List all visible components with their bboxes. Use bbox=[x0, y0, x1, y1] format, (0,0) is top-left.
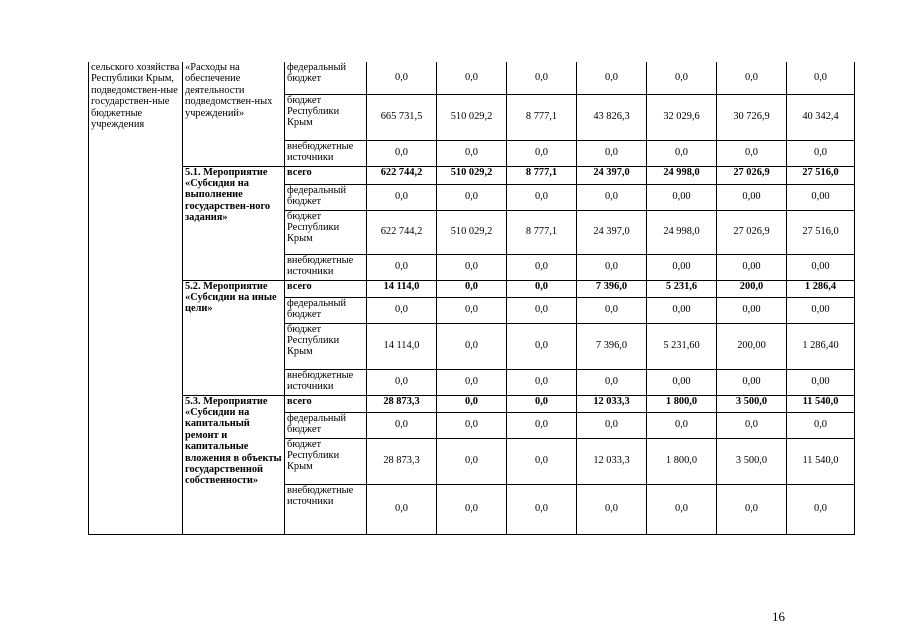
amount-cell: 0,00 bbox=[717, 297, 787, 323]
funding-source-cell: федеральный бюджет bbox=[285, 297, 367, 323]
table-row bbox=[89, 166, 855, 184]
amount-cell: 0,0 bbox=[787, 412, 855, 438]
activity-name-cell: 5.1. Мероприятие «Субсидия на выполнение государствен-ного задания» bbox=[183, 166, 285, 280]
amount-cell: 0,0 bbox=[507, 369, 577, 395]
table-row bbox=[89, 395, 855, 412]
amount-cell: 0,0 bbox=[507, 323, 577, 369]
amount-cell: 0,0 bbox=[437, 323, 507, 369]
amount-cell: 0,0 bbox=[437, 140, 507, 166]
amount-cell: 510 029,2 bbox=[437, 210, 507, 254]
amount-cell: 0,00 bbox=[787, 184, 855, 210]
amount-cell: 32 029,6 bbox=[647, 94, 717, 140]
activity-name-cell: 5.3. Мероприятие «Субсидии на капитальный ремонт и капитальные вложения в объекты государственной собственности» bbox=[183, 395, 285, 534]
amount-cell: 14 114,0 bbox=[367, 280, 437, 297]
funding-source-cell: бюджет Республики Крым bbox=[285, 323, 367, 369]
amount-cell: 665 731,5 bbox=[367, 94, 437, 140]
amount-cell: 0,0 bbox=[507, 140, 577, 166]
amount-cell: 5 231,6 bbox=[647, 280, 717, 297]
amount-cell: 0,0 bbox=[437, 438, 507, 484]
amount-cell: 0,00 bbox=[787, 369, 855, 395]
funding-source-cell: всего bbox=[285, 395, 367, 412]
activity-name-cell: 5.2. Мероприятие «Субсидии на иные цели» bbox=[183, 280, 285, 395]
amount-cell: 0,0 bbox=[437, 184, 507, 210]
amount-cell: 28 873,3 bbox=[367, 438, 437, 484]
amount-cell: 0,0 bbox=[647, 62, 717, 94]
amount-cell: 27 516,0 bbox=[787, 166, 855, 184]
amount-cell: 0,0 bbox=[367, 484, 437, 534]
amount-cell: 0,00 bbox=[717, 254, 787, 280]
amount-cell: 27 026,9 bbox=[717, 166, 787, 184]
amount-cell: 0,0 bbox=[647, 484, 717, 534]
amount-cell: 0,0 bbox=[647, 140, 717, 166]
amount-cell: 0,00 bbox=[787, 297, 855, 323]
amount-cell: 1 286,4 bbox=[787, 280, 855, 297]
amount-cell: 5 231,60 bbox=[647, 323, 717, 369]
amount-cell: 0,0 bbox=[437, 484, 507, 534]
amount-cell: 8 777,1 bbox=[507, 210, 577, 254]
page-number: 16 bbox=[772, 609, 785, 624]
amount-cell: 3 500,0 bbox=[717, 395, 787, 412]
amount-cell: 7 396,0 bbox=[577, 280, 647, 297]
amount-cell: 622 744,2 bbox=[367, 166, 437, 184]
funding-source-cell: бюджет Республики Крым bbox=[285, 438, 367, 484]
amount-cell: 0,0 bbox=[577, 369, 647, 395]
funding-source-cell: внебюджетные источники bbox=[285, 484, 367, 534]
amount-cell: 12 033,3 bbox=[577, 438, 647, 484]
responsible-executor-cell: сельского хозяйства Республики Крым, подведомствен-ные государствен-ные бюджетные учреждения bbox=[89, 62, 183, 534]
amount-cell: 0,0 bbox=[577, 484, 647, 534]
funding-source-cell: федеральный бюджет bbox=[285, 412, 367, 438]
table-row bbox=[89, 280, 855, 297]
amount-cell: 0,0 bbox=[507, 412, 577, 438]
amount-cell: 0,0 bbox=[437, 297, 507, 323]
amount-cell: 7 396,0 bbox=[577, 323, 647, 369]
amount-cell: 0,0 bbox=[507, 395, 577, 412]
amount-cell: 0,0 bbox=[437, 280, 507, 297]
amount-cell: 1 286,40 bbox=[787, 323, 855, 369]
funding-source-cell: внебюджетные источники bbox=[285, 140, 367, 166]
amount-cell: 8 777,1 bbox=[507, 94, 577, 140]
amount-cell: 24 998,0 bbox=[647, 166, 717, 184]
amount-cell: 0,0 bbox=[717, 140, 787, 166]
amount-cell: 8 777,1 bbox=[507, 166, 577, 184]
funding-source-cell: всего bbox=[285, 280, 367, 297]
amount-cell: 28 873,3 bbox=[367, 395, 437, 412]
amount-cell: 24 397,0 bbox=[577, 210, 647, 254]
budget-table-body bbox=[89, 62, 855, 534]
amount-cell: 27 026,9 bbox=[717, 210, 787, 254]
amount-cell: 0,0 bbox=[367, 297, 437, 323]
amount-cell: 510 029,2 bbox=[437, 166, 507, 184]
table-row bbox=[89, 62, 855, 94]
amount-cell: 0,0 bbox=[507, 254, 577, 280]
amount-cell: 0,0 bbox=[647, 412, 717, 438]
amount-cell: 200,0 bbox=[717, 280, 787, 297]
amount-cell: 3 500,0 bbox=[717, 438, 787, 484]
amount-cell: 11 540,0 bbox=[787, 395, 855, 412]
amount-cell: 0,00 bbox=[717, 369, 787, 395]
amount-cell: 27 516,0 bbox=[787, 210, 855, 254]
amount-cell: 0,0 bbox=[367, 184, 437, 210]
amount-cell: 30 726,9 bbox=[717, 94, 787, 140]
amount-cell: 0,0 bbox=[437, 62, 507, 94]
amount-cell: 0,0 bbox=[717, 62, 787, 94]
amount-cell: 0,0 bbox=[717, 484, 787, 534]
budget-table bbox=[88, 62, 855, 535]
amount-cell: 510 029,2 bbox=[437, 94, 507, 140]
amount-cell: 0,0 bbox=[787, 140, 855, 166]
funding-source-cell: федеральный бюджет bbox=[285, 184, 367, 210]
funding-source-cell: всего bbox=[285, 166, 367, 184]
amount-cell: 43 826,3 bbox=[577, 94, 647, 140]
amount-cell: 0,0 bbox=[787, 62, 855, 94]
amount-cell: 0,0 bbox=[577, 140, 647, 166]
amount-cell: 200,00 bbox=[717, 323, 787, 369]
amount-cell: 0,0 bbox=[367, 62, 437, 94]
amount-cell: 0,0 bbox=[507, 484, 577, 534]
amount-cell: 0,0 bbox=[507, 62, 577, 94]
amount-cell: 0,0 bbox=[577, 297, 647, 323]
amount-cell: 0,0 bbox=[507, 280, 577, 297]
amount-cell: 0,00 bbox=[647, 297, 717, 323]
amount-cell: 0,0 bbox=[577, 184, 647, 210]
amount-cell: 0,0 bbox=[507, 297, 577, 323]
funding-source-cell: бюджет Республики Крым bbox=[285, 210, 367, 254]
amount-cell: 0,0 bbox=[437, 254, 507, 280]
amount-cell: 11 540,0 bbox=[787, 438, 855, 484]
amount-cell: 0,0 bbox=[437, 369, 507, 395]
amount-cell: 24 397,0 bbox=[577, 166, 647, 184]
amount-cell: 0,00 bbox=[647, 184, 717, 210]
amount-cell: 40 342,4 bbox=[787, 94, 855, 140]
amount-cell: 1 800,0 bbox=[647, 438, 717, 484]
amount-cell: 0,0 bbox=[437, 412, 507, 438]
amount-cell: 622 744,2 bbox=[367, 210, 437, 254]
amount-cell: 0,00 bbox=[647, 254, 717, 280]
amount-cell: 0,0 bbox=[367, 140, 437, 166]
amount-cell: 0,0 bbox=[507, 184, 577, 210]
amount-cell: 0,0 bbox=[507, 438, 577, 484]
amount-cell: 0,00 bbox=[647, 369, 717, 395]
amount-cell: 0,0 bbox=[577, 412, 647, 438]
amount-cell: 0,0 bbox=[437, 395, 507, 412]
funding-source-cell: внебюджетные источники bbox=[285, 254, 367, 280]
amount-cell: 0,0 bbox=[577, 254, 647, 280]
amount-cell: 0,00 bbox=[787, 254, 855, 280]
amount-cell: 14 114,0 bbox=[367, 323, 437, 369]
amount-cell: 0,0 bbox=[367, 254, 437, 280]
amount-cell: 24 998,0 bbox=[647, 210, 717, 254]
amount-cell: 1 800,0 bbox=[647, 395, 717, 412]
amount-cell: 0,00 bbox=[717, 184, 787, 210]
amount-cell: 12 033,3 bbox=[577, 395, 647, 412]
amount-cell: 0,0 bbox=[367, 412, 437, 438]
amount-cell: 0,0 bbox=[367, 369, 437, 395]
activity-name-cell: «Расходы на обеспечение деятельности подведомствен-ных учреждений» bbox=[183, 62, 285, 166]
funding-source-cell: федеральный бюджет bbox=[285, 62, 367, 94]
amount-cell: 0,0 bbox=[717, 412, 787, 438]
amount-cell: 0,0 bbox=[577, 62, 647, 94]
funding-source-cell: внебюджетные источники bbox=[285, 369, 367, 395]
funding-source-cell: бюджет Республики Крым bbox=[285, 94, 367, 140]
amount-cell: 0,0 bbox=[787, 484, 855, 534]
